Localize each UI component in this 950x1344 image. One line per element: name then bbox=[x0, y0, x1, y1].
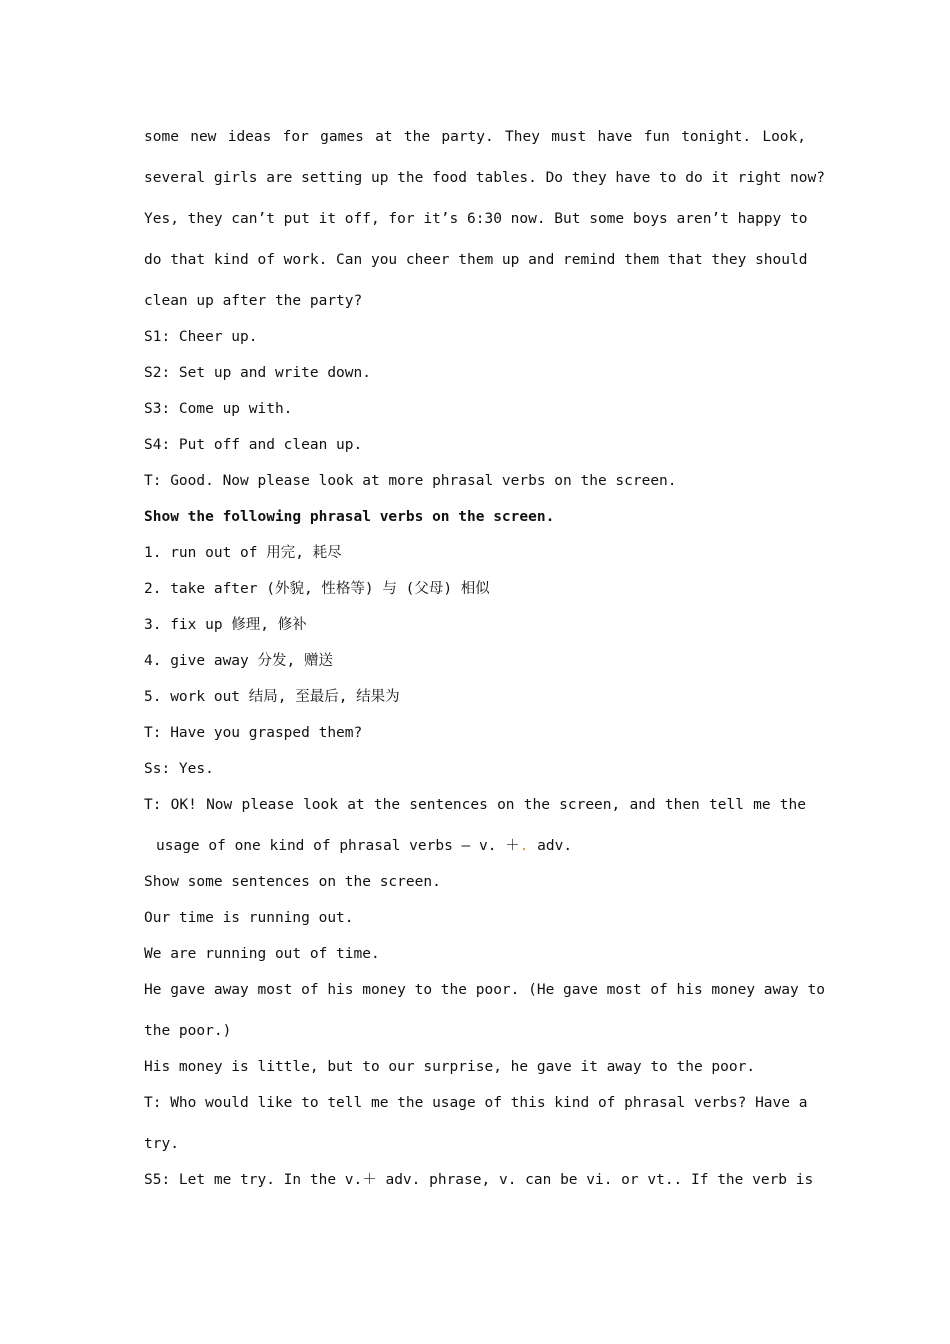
phrasal-verb-item: 5. work out 结局, 至最后, 结果为 bbox=[144, 689, 400, 705]
example-sentence: He gave away most of his money to the poor. (He gave most of his money away to bbox=[144, 982, 825, 998]
example-sentence: His money is little, but to our surprise, he gave it away to the poor. bbox=[144, 1059, 756, 1075]
phrasal-verb-item: 3. fix up 修理, 修补 bbox=[144, 617, 307, 633]
paragraph-line: do that kind of work. Can you cheer them up and remind them that they should bbox=[144, 252, 808, 268]
dialogue-line-s3: S3: Come up with. bbox=[144, 401, 293, 417]
dialogue-line-s5: S5: Let me try. In the v.＋ adv. phrase, v. can be vi. or vt.. If the verb is bbox=[144, 1172, 814, 1188]
example-sentence-continuation: the poor.) bbox=[144, 1023, 232, 1039]
paragraph-line: several girls are setting up the food tables. Do they have to do it right now? bbox=[144, 170, 825, 186]
dialogue-line-teacher: T: OK! Now please look at the sentences on the screen, and then tell me the bbox=[144, 797, 806, 813]
phrasal-verb-item: 2. take after (外貌, 性格等) 与 (父母) 相似 bbox=[144, 581, 490, 597]
dialogue-line-s2: S2: Set up and write down. bbox=[144, 365, 371, 381]
sentences-intro: Show some sentences on the screen. bbox=[144, 874, 441, 890]
usage-dot: . bbox=[519, 838, 529, 854]
example-sentence: We are running out of time. bbox=[144, 946, 380, 962]
example-sentence: Our time is running out. bbox=[144, 910, 354, 926]
dialogue-line-teacher: T: Good. Now please look at more phrasal verbs on the screen. bbox=[144, 473, 677, 489]
usage-text: usage of one kind of phrasal verbs — v. ＋ bbox=[156, 838, 520, 854]
usage-adv: adv. bbox=[528, 838, 573, 854]
instruction-heading: Show the following phrasal verbs on the screen. bbox=[144, 509, 555, 525]
dialogue-line-continuation: try. bbox=[144, 1136, 179, 1152]
dialogue-line-students: Ss: Yes. bbox=[144, 761, 214, 777]
paragraph-line: clean up after the party? bbox=[144, 293, 363, 309]
dialogue-line-teacher: T: Have you grasped them? bbox=[144, 725, 363, 741]
phrasal-verb-item: 1. run out of 用完, 耗尽 bbox=[144, 545, 342, 561]
dialogue-line-s4: S4: Put off and clean up. bbox=[144, 437, 363, 453]
paragraph-line: Yes, they can’t put it off, for it’s 6:30 now. But some boys aren’t happy to bbox=[144, 211, 808, 227]
phrasal-verb-item: 4. give away 分发, 赠送 bbox=[144, 653, 333, 669]
dialogue-line-continuation bbox=[156, 836, 806, 856]
dialogue-line-s1: S1: Cheer up. bbox=[144, 329, 258, 345]
dialogue-line-teacher: T: Who would like to tell me the usage of this kind of phrasal verbs? Have a bbox=[144, 1095, 808, 1111]
paragraph-line: some new ideas for games at the party. They must have fun tonight. Look, bbox=[144, 129, 806, 145]
